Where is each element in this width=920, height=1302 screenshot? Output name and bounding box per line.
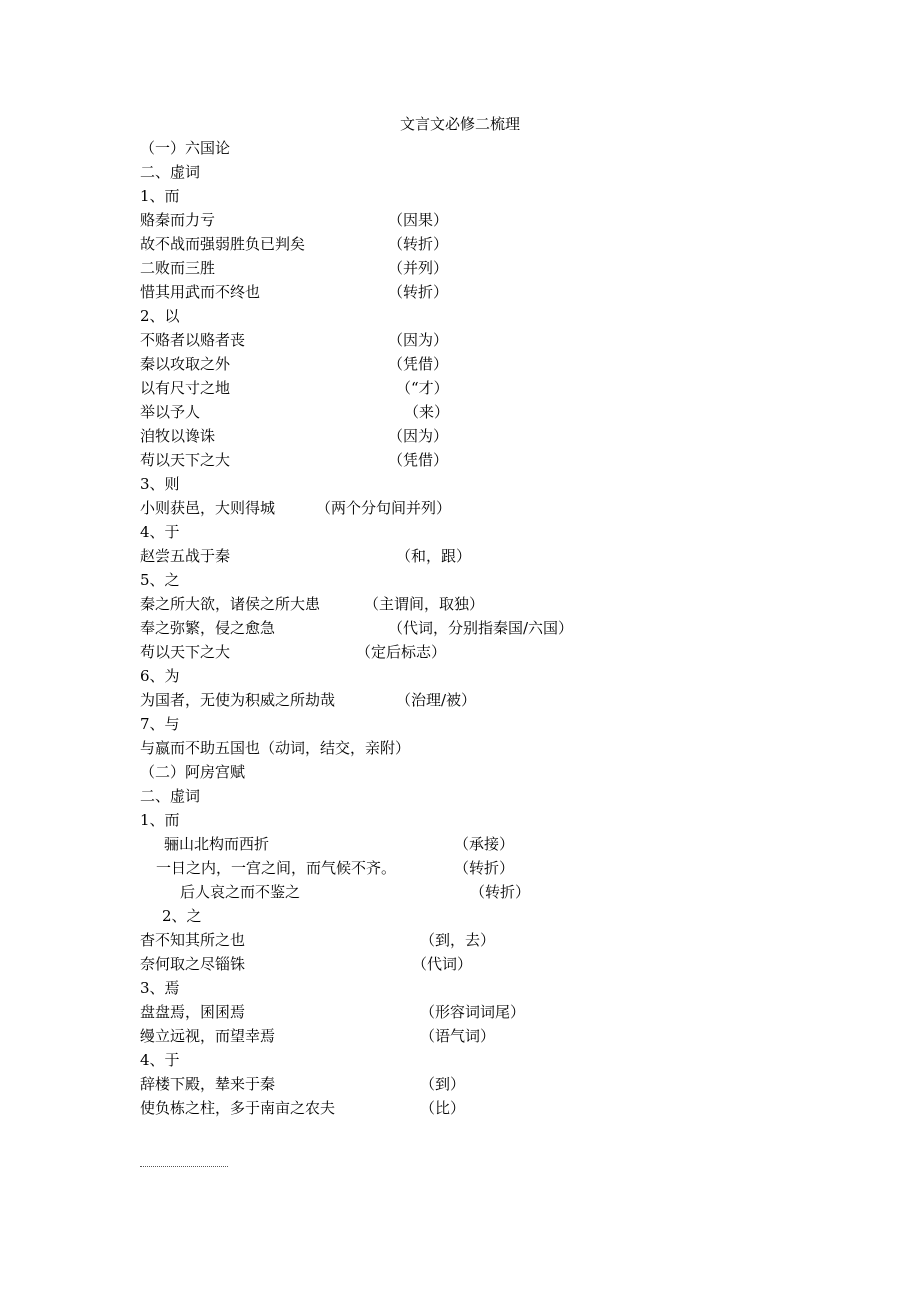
line-text: 二、虚词 [140,787,201,805]
line-annotation: （代词，分别指秦国/六国） [388,619,574,637]
line-text: 1、而 [140,811,180,829]
line-text: 秦以攻取之外 [140,355,231,373]
line-annotation: （因为） [388,427,449,445]
line-text: 洎牧以谗诛 [140,427,216,445]
line-annotation: （语气词） [420,1027,496,1045]
line-annotation: （因为） [388,331,449,349]
line-text: 故不战而强弱胜负已判矣 [140,235,306,253]
line-annotation: （凭借） [388,451,449,469]
line-text: 不赂者以赂者丧 [140,331,246,349]
line-text: 二败而三胜 [140,259,216,277]
line-text: 4、于 [140,523,180,541]
line-text: 1、而 [140,187,180,205]
document-title: 文言文必修二梳理 [399,115,520,133]
line-annotation: （承接） [454,835,515,853]
line-text: 6、为 [140,667,180,685]
line-text: 盘盘焉，囷囷焉 [140,1003,246,1021]
line-annotation: （并列） [388,259,449,277]
line-annotation: （转折） [388,283,449,301]
line-text: 为国者，无使为积威之所劫哉 [140,691,336,709]
line-text: 杳不知其所之也 [140,931,246,949]
line-annotation: （和，跟） [396,547,472,565]
line-annotation: （“才） [396,379,449,397]
line-text: 4、于 [140,1051,180,1069]
line-text: 奉之弥繁，侵之愈急 [140,619,276,637]
line-text: 辞楼下殿，辇来于秦 [140,1075,276,1093]
line-text: 小则获邑，大则得城 [140,499,276,517]
line-text: 秦之所大欲，诸侯之所大患 [140,595,321,613]
line-annotation: （到，去） [420,931,496,949]
line-annotation: （两个分句间并列） [316,499,452,517]
line-annotation: （凭借） [388,355,449,373]
line-annotation: （来） [404,403,450,421]
line-text: 7、与 [140,715,180,733]
line-text: 二、虚词 [140,163,201,181]
line-annotation: （主谓间，取独） [364,595,485,613]
line-text: 5、之 [140,571,180,589]
line-text: 一日之内，一宫之间，而气候不齐。 [156,859,397,877]
line-text: 与嬴而不助五国也（动词，结交，亲附） [140,739,411,757]
line-annotation: （定后标志） [356,643,447,661]
line-text: 苟以天下之大 [140,451,231,469]
line-annotation: （转折） [470,883,531,901]
line-text: 举以予人 [140,403,201,421]
line-annotation: （到） [420,1075,466,1093]
line-text: 苟以天下之大 [140,643,231,661]
line-annotation: （转折） [388,235,449,253]
line-text: 奈何取之尽锱铢 [140,955,246,973]
line-text: （二）阿房宫赋 [140,763,246,781]
line-text: 3、则 [140,475,180,493]
footer-dotted-rule [140,1166,228,1167]
line-annotation: （代词） [412,955,473,973]
line-text: 3、焉 [140,979,180,997]
line-text: 惜其用武而不终也 [140,283,261,301]
line-text: （一）六国论 [140,139,231,157]
line-text: 缦立远视，而望幸焉 [140,1027,276,1045]
line-annotation: （因果） [388,211,449,229]
line-text: 赂秦而力亏 [140,211,216,229]
line-text: 2、之 [162,907,202,925]
line-text: 赵尝五战于秦 [140,547,231,565]
line-annotation: （形容词词尾） [420,1003,526,1021]
line-text: 以有尺寸之地 [140,379,231,397]
line-annotation: （转折） [454,859,515,877]
line-text: 骊山北构而西折 [164,835,270,853]
line-annotation: （比） [420,1099,466,1117]
line-text: 2、以 [140,307,180,325]
line-annotation: （治理/被） [396,691,477,709]
line-text: 使负栋之柱，多于南亩之农夫 [140,1099,336,1117]
line-text: 后人哀之而不鉴之 [180,883,301,901]
